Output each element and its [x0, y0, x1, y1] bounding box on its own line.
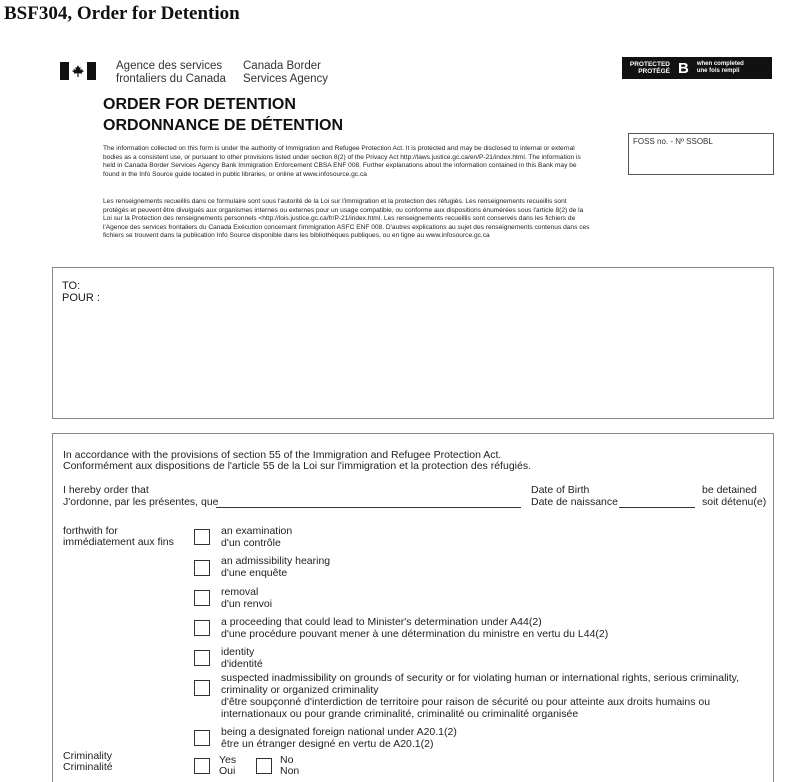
criminality-label-en: Criminality — [63, 750, 113, 762]
protected-label-en: PROTECTED — [629, 60, 670, 68]
checkbox-minister-determination[interactable] — [194, 620, 210, 636]
option-designated-foreign-national — [221, 726, 457, 750]
criminality-no-en: No — [280, 754, 294, 766]
option-examination-en: an examination — [221, 525, 293, 537]
checkbox-identity[interactable] — [194, 650, 210, 666]
checkbox-removal[interactable] — [194, 590, 210, 606]
option-removal-fr: d'un renvoi — [221, 598, 273, 610]
agency-en-line1: Canada Border — [243, 60, 321, 72]
checkbox-suspected-inadmissibility[interactable] — [194, 680, 210, 696]
hereby-label-fr: J'ordonne, par les présentes, que — [63, 496, 219, 508]
form-title-en: ORDER FOR DETENTION — [103, 96, 296, 113]
option-minister-determination-fr: d'une procédure pouvant mener à une détermination du ministre en vertu du L44(2) — [221, 628, 609, 640]
foss-number-field[interactable] — [628, 133, 774, 175]
document-heading: BSF304, Order for Detention — [4, 3, 240, 24]
privacy-notice-fr: Les renseignements recueillis dans ce formulaire sont sous l'autorité de la Loi sur l'immigration et la protection des réfugiés. Les renseignements recueillis sont protégés et peuvent être divulgués aux organismes internes ou externes pour un usage compatible, ou conforme aux dispositions énumérées sous l'article 8(2) de la Loi sur la Protection des renseignements personnels <http://lois.justice.gc.ca/fr/P-21/index.html. Les renseignements recueillis sont conservés dans les fichiers de l'Agence des services frontaliers du Canada Exécution concernant l'immigration ASFC ENF 008. D'autres explications au sujet des renseignements contenus dans ces fichiers se trouvent dans la publication Info Source disponible dans les bibliothèques publiques, ou en ligne au www.infosource.gc.ca — [103, 198, 590, 239]
protected-badge — [622, 57, 772, 79]
agency-fr-line2: frontaliers du Canada — [116, 73, 226, 85]
protected-note-fr: une fois rempli — [696, 68, 740, 74]
option-removal — [221, 586, 272, 610]
option-identity-en: identity — [221, 646, 255, 658]
forthwith-label-fr: immédiatement aux fins — [63, 536, 174, 548]
dob-field[interactable] — [619, 507, 695, 508]
option-admissibility-hearing — [221, 555, 330, 579]
criminality-label-fr: Criminalité — [63, 761, 113, 773]
criminality-yes-fr: Oui — [219, 765, 236, 777]
form-title-fr: ORDONNANCE DE DÉTENTION — [103, 117, 344, 134]
option-suspected-inadmissibility-fr: d'être soupçonné d'interdiction de territoire pour raison de sécurité ou pour atteinte aux droits humains ou internationaux ou pour grande criminalité, criminalité ou criminalité organisée — [221, 696, 711, 720]
checkbox-criminality-yes[interactable] — [194, 758, 210, 774]
order-section — [52, 433, 774, 782]
option-examination-fr: d'un contrôle — [221, 537, 281, 549]
detained-label-fr: soit détenu(e) — [702, 496, 767, 508]
protected-note-en: when completed — [696, 61, 744, 67]
option-removal-en: removal — [221, 586, 259, 598]
agency-fr-line1: Agence des services — [116, 60, 223, 72]
option-admissibility-hearing-en: an admissibility hearing — [221, 555, 331, 567]
option-designated-foreign-national-fr: être un étranger designé en vertu de A20.1(2) — [221, 738, 434, 750]
option-identity-fr: d'identité — [221, 658, 263, 670]
dob-label-en: Date of Birth — [531, 484, 590, 496]
option-suspected-inadmissibility-en: suspected inadmissibility on grounds of security or for violating human or international rights, serious criminality, criminality or organized criminality — [221, 672, 740, 696]
to-label-fr: POUR : — [62, 292, 100, 304]
checkbox-designated-foreign-national[interactable] — [194, 730, 210, 746]
checkbox-criminality-no[interactable] — [256, 758, 272, 774]
option-minister-determination-en: a proceeding that could lead to Minister's determination under A44(2) — [221, 616, 542, 628]
criminality-yes-en: Yes — [219, 754, 237, 766]
protected-label-fr: PROTÉGÉ — [638, 68, 670, 75]
hereby-label-en: I hereby order that — [63, 484, 149, 496]
option-identity — [221, 646, 263, 670]
option-admissibility-hearing-fr: d'une enquête — [221, 567, 288, 579]
agency-en-line2: Services Agency — [243, 73, 329, 85]
agency-name-en — [243, 60, 328, 86]
canada-flag-icon — [60, 62, 96, 80]
criminality-no-fr: Non — [280, 765, 300, 777]
option-minister-determination — [221, 616, 608, 640]
agency-name-fr — [116, 60, 226, 86]
detained-label-en: be detained — [702, 484, 757, 496]
dob-label-fr: Date de naissance — [531, 496, 618, 508]
to-label-en: TO: — [62, 280, 81, 292]
privacy-notice-en: The information collected on this form is under the authority of Immigration and Refugee Protection Act. It is protected and may be disclosed to internal or external bodies as a consistent use, or pursuant to other provisions listed under section 8(2) of the Privacy Act http://laws.justice.gc.ca/en/P-21/index.html. The information is held in Canada Border Services Agency Bank Immigration Enforcement CBSA ENF 008. Further explanations about the information contained in this Bank may be found in the Info Source guide located in public libraries, or online at www.infosource.gc.ca — [103, 145, 581, 178]
option-suspected-inadmissibility — [221, 672, 761, 720]
foss-label: FOSS no. - Nº SSOBL — [633, 137, 713, 146]
protected-level: B — [678, 59, 689, 77]
option-designated-foreign-national-en: being a designated foreign national under A20.1(2) — [221, 726, 457, 738]
person-name-field[interactable] — [216, 507, 521, 508]
forthwith-label-en: forthwith for — [63, 525, 118, 537]
option-examination — [221, 525, 292, 549]
provision-text-fr: Conformément aux dispositions de l'article 55 de la Loi sur l'immigration et la protection des réfugiés. — [63, 460, 531, 472]
provision-text-en: In accordance with the provisions of section 55 of the Immigration and Refugee Protection Act. — [63, 449, 502, 461]
checkbox-examination[interactable] — [194, 529, 210, 545]
to-address-field[interactable] — [52, 267, 774, 419]
checkbox-admissibility-hearing[interactable] — [194, 560, 210, 576]
